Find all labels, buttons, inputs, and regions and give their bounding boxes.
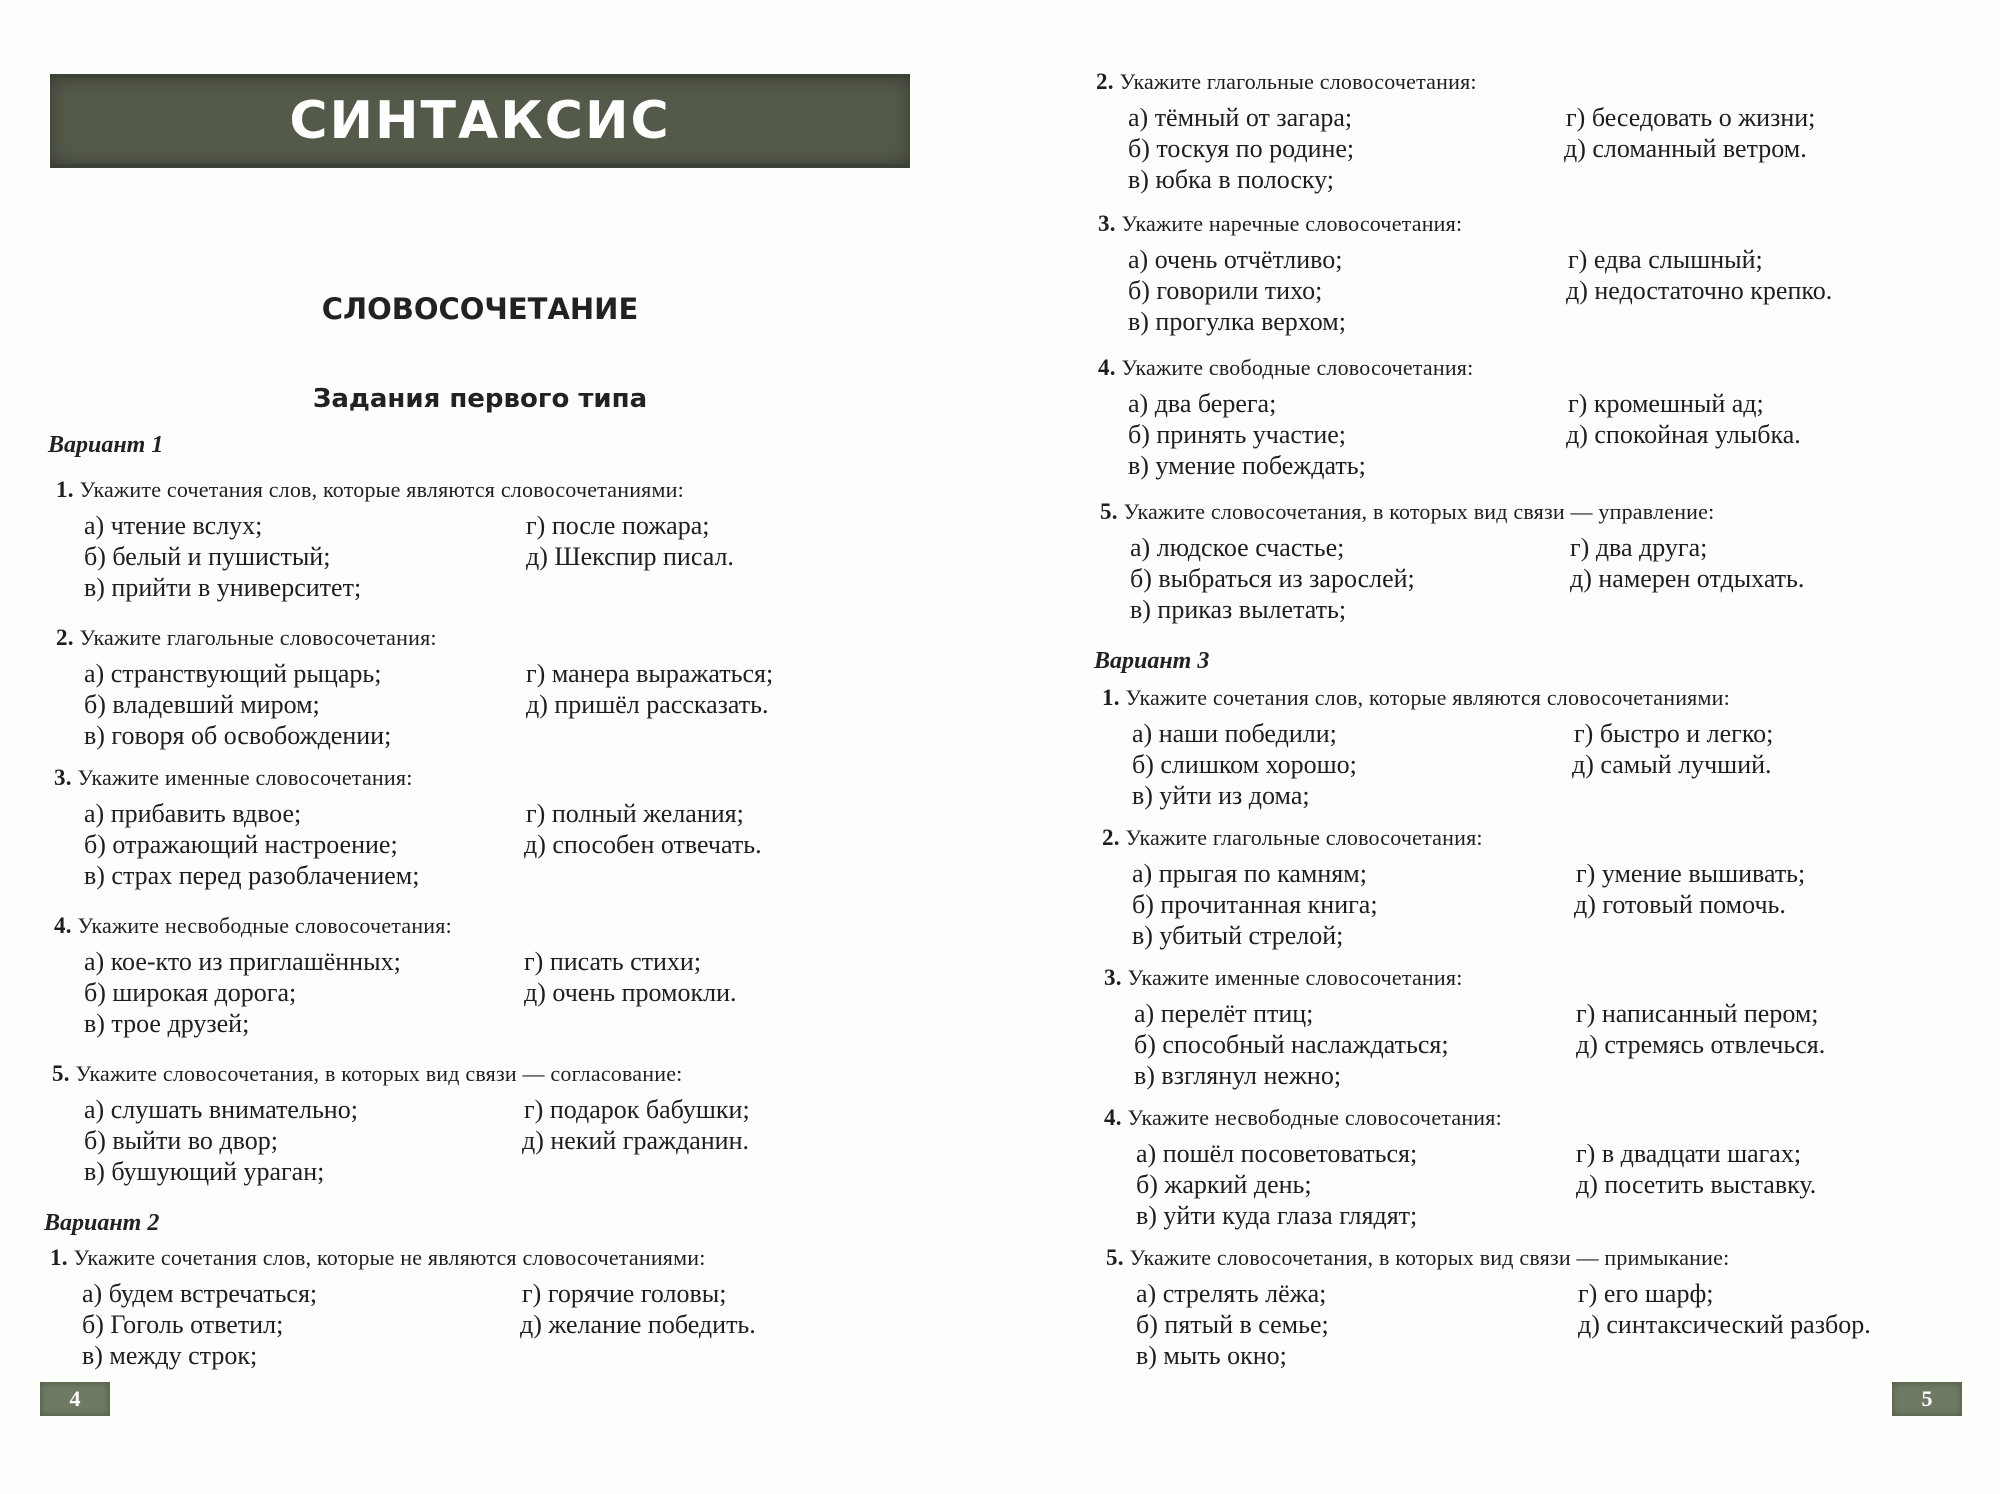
- answer-option: д) способен отвечать.: [524, 830, 762, 859]
- task-item: [54, 764, 762, 890]
- answer-option: б) белый и пушистый;: [84, 542, 331, 571]
- answer-option: в) взглянул нежно;: [1134, 1061, 1342, 1090]
- variant-2-label: Вариант 2: [44, 1210, 160, 1236]
- answer-option: д) недостаточно крепко.: [1566, 276, 1833, 305]
- answer-option: в) прогулка верхом;: [1128, 307, 1346, 336]
- answer-option: б) жаркий день;: [1136, 1170, 1312, 1199]
- answer-option: д) некий гражданин.: [522, 1126, 749, 1155]
- right-page: [1000, 0, 2000, 1494]
- variant-1-label: Вариант 1: [48, 432, 164, 458]
- answer-option: в) приказ вылетать;: [1130, 595, 1347, 624]
- task-question: 3. Укажите наречные словосочетания:: [1098, 211, 1463, 236]
- answer-option: д) стремясь отвлечься.: [1576, 1030, 1826, 1059]
- answer-option: д) самый лучший.: [1572, 750, 1772, 779]
- answer-option: г) манера выражаться;: [526, 659, 774, 688]
- answer-option: г) два друга;: [1570, 533, 1708, 562]
- task-question: 2. Укажите глагольные словосочетания:: [1102, 825, 1483, 850]
- task-question: 5. Укажите словосочетания, в которых вид связи — согласование:: [52, 1061, 683, 1086]
- answer-option: в) трое друзей;: [84, 1009, 250, 1038]
- chapter-title: СИНТАКСИС: [289, 91, 671, 151]
- answer-option: б) способный наслаждаться;: [1134, 1030, 1449, 1059]
- answer-option: б) говорили тихо;: [1128, 276, 1323, 305]
- answer-option: д) сломанный ветром.: [1564, 134, 1807, 163]
- answer-option: д) пришёл рассказать.: [526, 690, 769, 719]
- answer-option: в) мыть окно;: [1136, 1341, 1287, 1370]
- answer-option: б) слишком хорошо;: [1132, 750, 1357, 779]
- answer-option: д) посетить выставку.: [1576, 1170, 1817, 1199]
- answer-option: г) умение вышивать;: [1576, 859, 1806, 888]
- answer-option: а) наши победили;: [1132, 719, 1337, 748]
- page-number: 4: [40, 1382, 110, 1416]
- task-item: [1104, 964, 1826, 1090]
- task-question: 1. Укажите сочетания слов, которые не являются словосочетаниями:: [50, 1245, 706, 1270]
- answer-option: а) пошёл посоветоваться;: [1136, 1139, 1418, 1168]
- task-item: [54, 912, 737, 1038]
- answer-option: г) горячие головы;: [522, 1279, 727, 1308]
- answer-option: б) прочитанная книга;: [1132, 890, 1378, 919]
- left-page: [0, 0, 960, 1494]
- answer-option: а) будем встречаться;: [82, 1279, 318, 1308]
- task-question: 4. Укажите свободные словосочетания:: [1098, 355, 1474, 380]
- task-item: [1098, 354, 1801, 480]
- answer-option: а) слушать внимательно;: [84, 1095, 358, 1124]
- answer-option: а) два берега;: [1128, 389, 1277, 418]
- answer-option: г) кромешный ад;: [1568, 389, 1764, 418]
- task-question: 3. Укажите именные словосочетания:: [54, 765, 413, 790]
- answer-option: а) стрелять лёжа;: [1136, 1279, 1327, 1308]
- answer-option: в) уйти из дома;: [1132, 781, 1310, 810]
- answer-option: в) юбка в полоску;: [1128, 165, 1335, 194]
- answer-option: в) страх перед разоблачением;: [84, 861, 420, 890]
- page-number: 5: [1892, 1382, 1962, 1416]
- answer-option: в) прийти в университет;: [84, 573, 362, 602]
- chapter-banner: [50, 74, 910, 168]
- task-question: 5. Укажите словосочетания, в которых вид связи — управление:: [1100, 499, 1715, 524]
- answer-option: г) едва слышный;: [1568, 245, 1763, 274]
- answer-option: д) намерен отдыхать.: [1570, 564, 1805, 593]
- answer-option: д) желание победить.: [520, 1310, 756, 1339]
- answer-option: б) принять участие;: [1128, 420, 1347, 449]
- subsection-title: Задания первого типа: [312, 384, 648, 414]
- answer-option: б) владевший миром;: [84, 690, 320, 719]
- answer-option: б) пятый в семье;: [1136, 1310, 1329, 1339]
- task-question: 2. Укажите глагольные словосочетания:: [1096, 69, 1477, 94]
- answer-option: г) его шарф;: [1578, 1279, 1714, 1308]
- task-item: [1106, 1244, 1871, 1370]
- answer-option: а) кое-кто из приглашённых;: [84, 947, 401, 976]
- task-item: [50, 1244, 756, 1370]
- answer-option: г) написанный пером;: [1576, 999, 1819, 1028]
- answer-option: а) перелёт птиц;: [1134, 999, 1314, 1028]
- answer-option: г) беседовать о жизни;: [1566, 103, 1816, 132]
- answer-option: д) очень промокли.: [524, 978, 737, 1007]
- task-question: 1. Укажите сочетания слов, которые являются словосочетаниями:: [56, 477, 684, 502]
- answer-option: а) прыгая по камням;: [1132, 859, 1367, 888]
- task-question: 3. Укажите именные словосочетания:: [1104, 965, 1463, 990]
- task-item: [56, 476, 734, 602]
- answer-option: д) готовый помочь.: [1574, 890, 1786, 919]
- answer-option: в) уйти куда глаза глядят;: [1136, 1201, 1418, 1230]
- answer-option: г) быстро и легко;: [1574, 719, 1774, 748]
- answer-option: д) спокойная улыбка.: [1566, 420, 1801, 449]
- task-item: [1100, 498, 1805, 624]
- task-item: [1104, 1104, 1817, 1230]
- answer-option: в) говоря об освобождении;: [84, 721, 392, 750]
- section-title: СЛОВОСОЧЕТАНИЕ: [321, 292, 639, 326]
- answer-option: а) прибавить вдвое;: [84, 799, 302, 828]
- answer-option: б) широкая дорога;: [84, 978, 297, 1007]
- answer-option: г) в двадцати шагах;: [1576, 1139, 1802, 1168]
- task-item: [56, 624, 774, 750]
- answer-option: в) умение побеждать;: [1128, 451, 1366, 480]
- variant-3-label: Вариант 3: [1094, 648, 1210, 674]
- answer-option: г) полный желания;: [526, 799, 744, 828]
- answer-option: д) Шекспир писал.: [526, 542, 734, 571]
- answer-option: г) после пожара;: [526, 511, 710, 540]
- answer-option: г) писать стихи;: [524, 947, 702, 976]
- answer-option: г) подарок бабушки;: [524, 1095, 750, 1124]
- task-item: [52, 1060, 750, 1186]
- task-item: [1102, 824, 1806, 950]
- answer-option: б) тоскуя по родине;: [1128, 134, 1355, 163]
- task-item: [1096, 68, 1816, 194]
- answer-option: б) выйти во двор;: [84, 1126, 278, 1155]
- answer-option: в) между строк;: [82, 1341, 258, 1370]
- answer-option: в) бушующий ураган;: [84, 1157, 325, 1186]
- answer-option: д) синтаксический разбор.: [1578, 1310, 1871, 1339]
- task-item: [1098, 210, 1833, 336]
- task-question: 4. Укажите несвободные словосочетания:: [54, 913, 452, 938]
- answer-option: а) людское счастье;: [1130, 533, 1345, 562]
- answer-option: б) выбраться из зарослей;: [1130, 564, 1415, 593]
- answer-option: а) странствующий рыцарь;: [84, 659, 382, 688]
- task-question: 1. Укажите сочетания слов, которые являются словосочетаниями:: [1102, 685, 1730, 710]
- task-question: 5. Укажите словосочетания, в которых вид связи — примыкание:: [1106, 1245, 1730, 1270]
- task-question: 2. Укажите глагольные словосочетания:: [56, 625, 437, 650]
- task-item: [1102, 684, 1774, 810]
- answer-option: а) чтение вслух;: [84, 511, 263, 540]
- answer-option: б) отражающий настроение;: [84, 830, 398, 859]
- answer-option: в) убитый стрелой;: [1132, 921, 1344, 950]
- task-question: 4. Укажите несвободные словосочетания:: [1104, 1105, 1502, 1130]
- answer-option: а) очень отчётливо;: [1128, 245, 1343, 274]
- answer-option: б) Гоголь ответил;: [82, 1310, 284, 1339]
- answer-option: а) тёмный от загара;: [1128, 103, 1353, 132]
